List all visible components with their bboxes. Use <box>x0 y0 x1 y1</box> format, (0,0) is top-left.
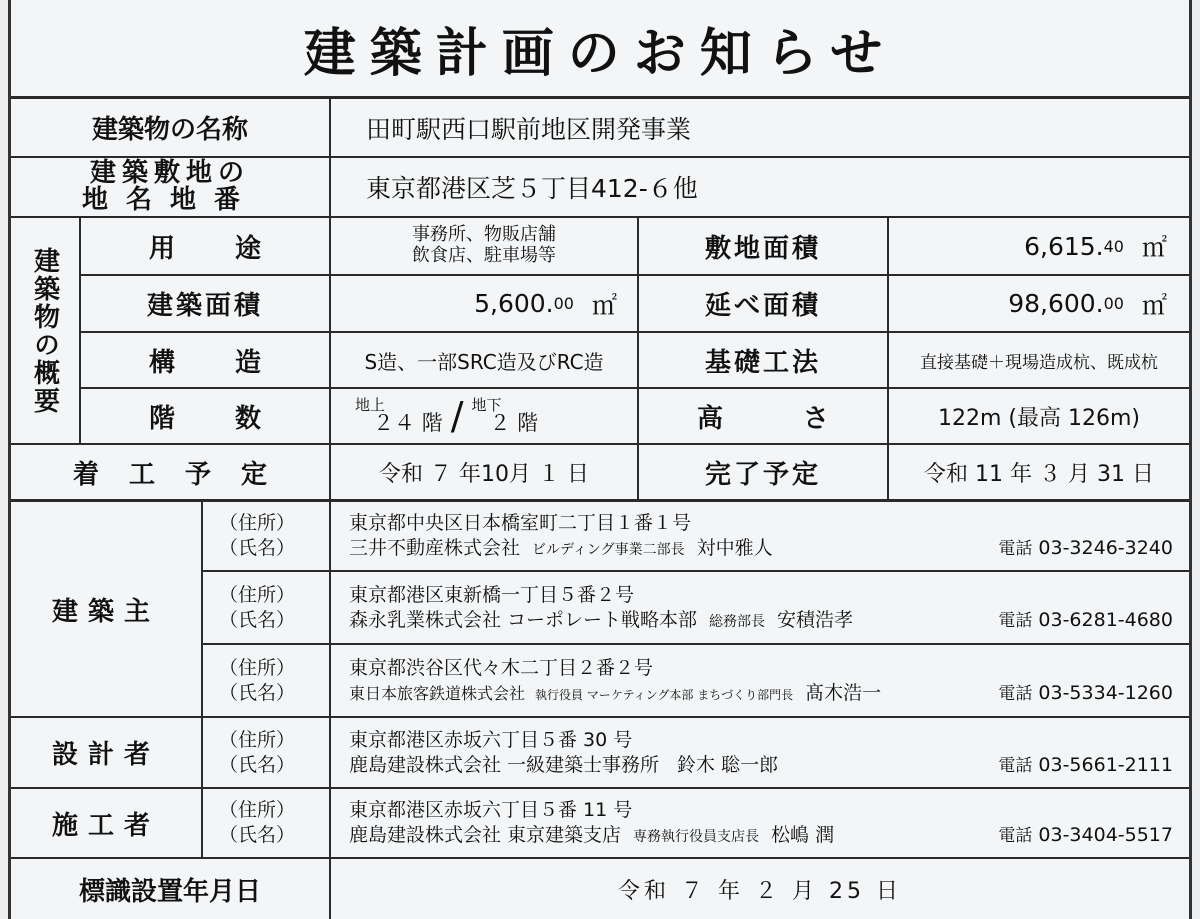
unit-text: ㎡ <box>1141 290 1167 320</box>
label-text: 完了予定 <box>704 459 821 490</box>
label-text: 着工予定 <box>72 459 297 490</box>
notice-board <box>8 0 1192 919</box>
floors-below <box>472 398 539 434</box>
tel-label: 電話 <box>998 539 1033 559</box>
name-field-label: （氏名） <box>219 608 296 631</box>
site-lot-label <box>11 158 329 216</box>
building-name-label <box>11 99 329 156</box>
value-text: 令和 11 年 ３ 月 31 日 <box>924 461 1154 487</box>
owner-person: 安積浩孝 <box>777 608 854 631</box>
owner-role: 総務部長 <box>709 613 766 630</box>
constructor-company: 鹿島建設株式会社 東京建築支店 <box>349 824 622 846</box>
use-value <box>331 218 637 274</box>
constructor-field-labels <box>203 789 329 857</box>
owner-name-line <box>349 608 1173 633</box>
floors-above-label: 地上 <box>355 396 386 414</box>
start-label <box>11 445 329 499</box>
posted-value <box>331 859 1189 919</box>
label-text: 階数 <box>148 403 321 434</box>
tel-label: 電話 <box>998 755 1033 776</box>
owner-2 <box>349 572 1185 643</box>
foundation-label <box>639 333 887 387</box>
owner-3 <box>349 645 1185 716</box>
constructor-role: 専務執行役員支店長 <box>633 829 760 845</box>
site-area-label <box>639 218 887 274</box>
notice-title <box>11 0 1189 96</box>
value-decimal: 00 <box>1103 294 1124 313</box>
floors-below-label: 地下 <box>471 396 502 414</box>
name-field-label: （氏名） <box>219 537 296 559</box>
label-text: 構造 <box>148 347 321 378</box>
constructor-person: 松嶋 潤 <box>771 824 835 846</box>
value-text: 122m (最高 126m) <box>938 405 1140 431</box>
value-text: 飲食店、駐車場等 <box>412 245 556 266</box>
value-text: 5,600. <box>474 289 554 318</box>
address-field-label: （住所） <box>219 656 296 679</box>
floors-divider: / <box>450 394 464 438</box>
constructor-address: 東京都港区赤坂六丁目５番 11 号 <box>349 799 633 822</box>
use-label <box>81 218 329 274</box>
value-text: 直接基礎＋現場造成杭、既成杭 <box>920 352 1158 373</box>
owner-address: 東京都中央区日本橋室町二丁目１番１号 <box>349 512 692 535</box>
designer-tel: 03-5661-2111 <box>1038 753 1173 776</box>
designer-label <box>11 718 201 787</box>
value-text: 田町駅西口駅前地区開発事業 <box>366 114 692 144</box>
label-text: 高さ <box>697 403 910 434</box>
floor-area-label <box>639 276 887 331</box>
owner-address: 東京都港区東新橋一丁目５番２号 <box>349 583 635 606</box>
designer-field-labels <box>203 718 329 787</box>
designer-info <box>349 718 1185 787</box>
label-text: 敷地面積 <box>704 233 821 264</box>
owner-role: 執行役員 マーケティング本部 まちづくり部門長 <box>535 687 794 702</box>
value-text: 事務所、物販店舗 <box>412 224 556 246</box>
name-field-label: （氏名） <box>219 753 296 776</box>
value-decimal: 40 <box>1103 236 1124 256</box>
unit-text: ㎡ <box>1141 233 1167 262</box>
owner-person: 髙木浩一 <box>805 681 882 704</box>
overview-label <box>11 218 79 443</box>
constructor-name-line <box>349 823 1173 848</box>
label-text: 設計者 <box>51 740 160 770</box>
address-field-label: （住所） <box>219 728 296 751</box>
value-text: 東京都港区芝５丁目412-６他 <box>366 174 698 203</box>
owner-company: 三井不動産株式会社 <box>349 537 521 559</box>
tel-label: 電話 <box>998 683 1033 704</box>
structure-label <box>81 333 329 387</box>
label-text: 建築物の名称 <box>91 115 248 145</box>
floors-label <box>81 389 329 443</box>
floors-value <box>331 389 637 443</box>
designer-name-line <box>349 753 1173 778</box>
tel-label: 電話 <box>998 826 1033 846</box>
title-text: 建築計画のお知らせ <box>303 23 897 84</box>
owner-tel: 03-3246-3240 <box>1038 537 1173 559</box>
name-field-label: （氏名） <box>219 824 296 846</box>
owner-name-line <box>349 536 1173 561</box>
constructor-info <box>349 789 1185 857</box>
owner-company: 森永乳業株式会社 コーポレート戦略本部 <box>349 608 698 631</box>
value-text: S造、一部SRC造及びRC造 <box>364 349 604 374</box>
owner-label <box>11 502 201 716</box>
tel-label: 電話 <box>998 610 1033 631</box>
completion-value <box>889 445 1189 499</box>
value-text: 6,615. <box>1024 231 1104 261</box>
building-area-value <box>331 276 637 331</box>
owner-tel: 03-6281-4680 <box>1038 608 1173 631</box>
constructor-tel: 03-3404-5517 <box>1038 824 1173 846</box>
start-value <box>331 445 637 499</box>
owner-tel: 03-5334-1260 <box>1038 681 1173 704</box>
owner-person: 対中雅人 <box>696 537 773 559</box>
label-text: 建築物の概要 <box>29 246 60 415</box>
floors-below-value: ２ 階 <box>489 411 539 435</box>
value-text: 令和 ７ 年10月 １ 日 <box>379 461 589 487</box>
site-lot-value <box>366 158 1166 216</box>
value-text: 令和 ７ 年 ２ 月 25 日 <box>618 878 902 904</box>
floor-area-value <box>889 276 1189 331</box>
designer-person: 鈴木 聡一郎 <box>677 753 779 776</box>
owner-2-field-labels <box>203 572 329 643</box>
completion-label <box>639 445 887 499</box>
constructor-label <box>11 789 201 857</box>
designer-address: 東京都港区赤坂六丁目５番 30 号 <box>349 728 633 751</box>
designer-company: 鹿島建設株式会社 一級建築士事務所 <box>349 753 660 776</box>
name-field-label: （氏名） <box>219 681 296 704</box>
value-text: 98,600. <box>1008 289 1104 318</box>
owner-role: ビルディング事業二部長 <box>532 542 685 558</box>
owner-name-line <box>349 681 1173 706</box>
height-value <box>889 389 1189 443</box>
label-text: 延べ面積 <box>704 291 821 321</box>
floors-above-value: ２４ 階 <box>373 411 443 435</box>
address-field-label: （住所） <box>219 583 296 606</box>
label-text: 施工者 <box>51 810 160 841</box>
value-decimal: 00 <box>553 294 574 313</box>
posted-label <box>11 859 329 919</box>
owner-1-field-labels <box>203 502 329 570</box>
label-text: 建築主 <box>51 596 160 627</box>
owner-1 <box>349 502 1185 570</box>
unit-text: ㎡ <box>591 290 617 320</box>
address-field-label: （住所） <box>219 512 296 535</box>
label-text: 建築敷地の <box>89 157 250 188</box>
label-text: 標識設置年月日 <box>78 876 261 907</box>
floors-above <box>355 398 443 434</box>
owner-address: 東京都渋谷区代々木二丁目２番２号 <box>349 656 654 679</box>
site-area-value <box>889 218 1189 274</box>
owner-3-field-labels <box>203 645 329 716</box>
address-field-label: （住所） <box>219 799 296 822</box>
building-area-label <box>81 276 329 331</box>
label-text: 地名地番 <box>81 185 258 215</box>
building-name-value <box>366 99 1166 156</box>
label-text: 建築面積 <box>146 291 263 321</box>
label-text: 基礎工法 <box>704 347 821 378</box>
owner-company: 東日本旅客鉄道株式会社 <box>349 683 526 703</box>
structure-value <box>331 333 637 387</box>
foundation-value <box>889 333 1189 387</box>
height-label <box>639 389 910 443</box>
label-text: 用途 <box>148 233 321 264</box>
